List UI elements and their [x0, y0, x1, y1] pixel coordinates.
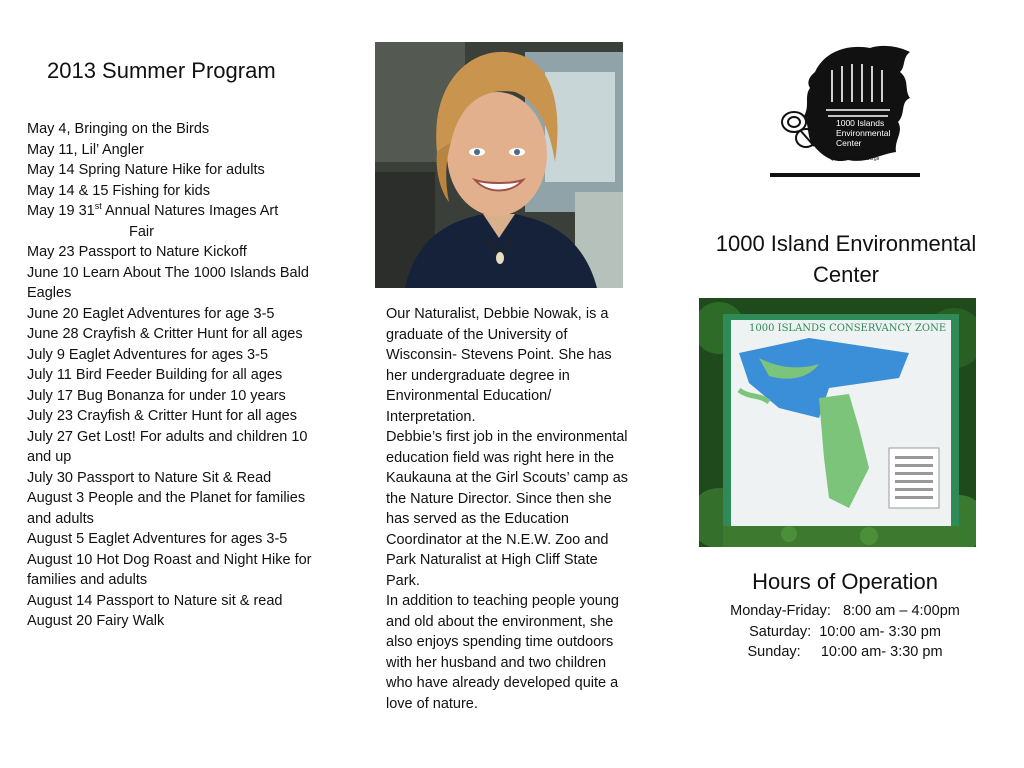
logo-line-2: Environmental [836, 128, 891, 138]
list-item: July 9 Eaglet Adventures for ages 3-5 [27, 346, 269, 363]
hours-row-weekday: Monday-Friday: 8:00 am – 4:00pm [730, 603, 960, 619]
program-title: 2013 Summer Program [47, 58, 276, 83]
list-item: August 10 Hot Dog Roast and Night Hike for families and adults [27, 551, 312, 588]
list-item: August 14 Passport to Nature sit & read [27, 592, 283, 609]
list-item: May 11, Lil’ Angler [27, 141, 144, 158]
center-title: 1000 Island Environmental Center [715, 231, 977, 287]
list-item: August 20 Fairy Walk [27, 613, 165, 629]
list-item: July 17 Bug Bonanza for under 10 years [27, 387, 286, 404]
hours-title: Hours of Operation [752, 569, 938, 594]
hours-list [700, 601, 990, 663]
list-item: July 11 Bird Feeder Building for all ages [27, 367, 283, 383]
list-item: June 20 Eaglet Adventures for age 3-5 [27, 305, 275, 322]
environmental-center-logo [770, 42, 920, 180]
list-item: June 28 Crayfish & Critter Hunt for all ages [27, 326, 303, 342]
bio-paragraph: In addition to teaching people young and old about the environment, she also enjoys spending time outdoors with her husband and two children who have already developed quite a love of nature. [386, 593, 619, 712]
art-fair-superscript: st [94, 201, 102, 212]
program-schedule [27, 119, 317, 632]
conservancy-map-photo [699, 298, 976, 547]
naturalist-bio [386, 304, 631, 714]
bio-paragraph: Our Naturalist, Debbie Nowak, is a graduate of the University of Wisconsin- Stevens Point. She has her undergraduate degree in Environmental Education/ Interpretation. [386, 306, 612, 425]
list-item: July 30 Passport to Nature Sit & Read [27, 469, 272, 486]
list-item: August 5 Eaglet Adventures for ages 3-5 [27, 531, 288, 547]
logo-line-3: Center [836, 138, 862, 148]
hours-row-sunday: Sunday: 10:00 am- 3:30 pm [747, 644, 943, 660]
logo-line-1: 1000 Islands [836, 118, 885, 128]
hours-row-saturday: Saturday: 10:00 am- 3:30 pm [749, 623, 941, 640]
list-item: May 14 & 15 Fishing for kids [27, 182, 210, 199]
list-item: July 27 Get Lost! For adults and children 10 and up [27, 428, 308, 465]
list-item: May 14 Spring Nature Hike for adults [27, 162, 265, 178]
bio-paragraph: Debbie’s first job in the environmental education field was right here in the Kaukauna at the Girl Scouts’ camp as the Nature Director. Since then she has served as the Education Coordinator at the N.E.W. Zoo and Park Naturalist at High Cliff State Park. [386, 429, 629, 589]
list-item: June 10 Learn About The 1000 Islands Bald Eagles [27, 264, 309, 301]
logo-caption: Quercus muhlenbergii [830, 156, 879, 162]
list-item: July 23 Crayfish & Critter Hunt for all ages [27, 408, 297, 424]
list-item: August 3 People and the Planet for families and adults [27, 490, 306, 527]
map-sign-title: 1000 ISLANDS CONSERVANCY ZONE [749, 323, 947, 334]
list-item-art-fair [27, 201, 317, 222]
art-fair-prefix: May 19 31 [27, 203, 95, 219]
list-item: May 4, Bringing on the Birds [27, 121, 210, 137]
list-item: May 23 Passport to Nature Kickoff [27, 244, 247, 260]
art-fair-rest: Annual Natures Images Art [101, 203, 279, 219]
naturalist-photo [375, 42, 623, 288]
list-item-continuation: Fair [129, 223, 154, 240]
